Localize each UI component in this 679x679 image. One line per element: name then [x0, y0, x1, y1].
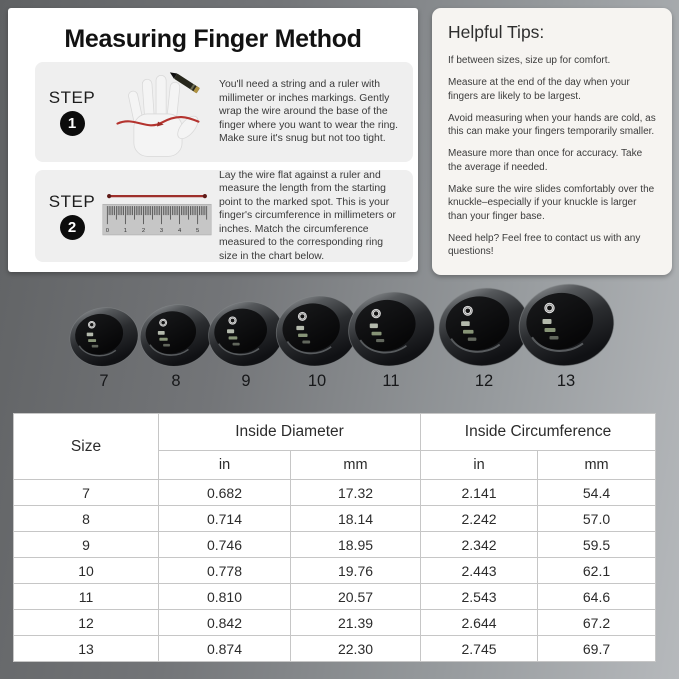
- table-cell-diameter_mm: 21.39: [291, 610, 421, 636]
- ring-image: [68, 306, 140, 368]
- table-cell-diameter_mm: 17.32: [291, 480, 421, 506]
- tip-item: Make sure the wire slides comfortably over the knuckle–especially if your knuckle is larger than your finger base.: [448, 184, 655, 222]
- table-cell-circumference_in: 2.443: [421, 558, 538, 584]
- svg-text:3: 3: [159, 227, 164, 234]
- table-cell-size: 11: [14, 584, 159, 610]
- column-header-inside-diameter: Inside Diameter: [159, 414, 421, 451]
- svg-text:2: 2: [141, 227, 146, 234]
- table-cell-circumference_in: 2.644: [421, 610, 538, 636]
- step-number-badge: 2: [60, 215, 85, 240]
- table-row: [14, 480, 656, 506]
- tip-item: Avoid measuring when your hands are cold, as this can make your fingers temporarily smaller.: [448, 112, 656, 138]
- method-card: [8, 8, 418, 272]
- ring-item: [138, 303, 214, 373]
- tips-card: [432, 8, 672, 275]
- step-2-header: [43, 192, 101, 240]
- ring-item: [68, 306, 140, 373]
- table-cell-circumference_mm: 59.5: [538, 532, 656, 558]
- hand-icon: [104, 63, 210, 161]
- svg-text:5: 5: [196, 227, 200, 234]
- tip-item: Measure at the end of the day when your fingers are likely to be largest.: [448, 77, 630, 102]
- ring-item: [346, 290, 437, 373]
- table-cell-size: 7: [14, 480, 159, 506]
- step-label: STEP: [48, 88, 96, 107]
- table-row: [14, 558, 656, 584]
- hand-measuring-illustration: [101, 63, 213, 161]
- tip-item: Measure more than once for accuracy. Take the average if needed.: [448, 148, 643, 173]
- table-cell-diameter_in: 0.746: [159, 532, 291, 558]
- ring-size-label: 8: [171, 372, 181, 390]
- column-header-size: Size: [14, 414, 159, 480]
- table-cell-diameter_mm: 18.14: [291, 506, 421, 532]
- table-cell-circumference_in: 2.141: [421, 480, 538, 506]
- table-cell-size: 10: [14, 558, 159, 584]
- step-description: You'll need a string and a ruler with millimeter or inches markings. Gently wrap the wire around the base of the finger where you want to wear the ring. Make sure it's snug but not too tight.: [219, 79, 399, 145]
- ring-image: [516, 282, 617, 368]
- table-cell-diameter_in: 0.810: [159, 584, 291, 610]
- unit-header-mm: mm: [291, 451, 421, 480]
- table-cell-diameter_in: 0.874: [159, 636, 291, 662]
- tip-item: Need help? Feel free to contact us with any questions!: [448, 232, 641, 258]
- step-label: STEP: [48, 192, 96, 211]
- table-cell-circumference_mm: 62.1: [538, 558, 656, 584]
- table-cell-diameter_in: 0.778: [159, 558, 291, 584]
- step-2-card: [35, 170, 413, 262]
- step-description: Lay the wire flat against a ruler and measure the length from the starting point to the marked spot. This is your finger's circumference in millimeters or inches. Match the circumference measured to the corresponding ring size in the chart below.: [219, 169, 396, 262]
- tip-item: If between sizes, size up for comfort.: [448, 55, 611, 66]
- column-header-inside-circumference: Inside Circumference: [421, 414, 656, 451]
- step-1-card: [35, 62, 413, 162]
- page-title: Measuring Finger Method: [64, 25, 362, 53]
- unit-header-in: in: [421, 451, 538, 480]
- ring-image: [346, 290, 437, 368]
- table-cell-size: 12: [14, 610, 159, 636]
- table-cell-circumference_in: 2.543: [421, 584, 538, 610]
- table-cell-diameter_mm: 22.30: [291, 636, 421, 662]
- table-cell-size: 13: [14, 636, 159, 662]
- table-cell-diameter_mm: 18.95: [291, 532, 421, 558]
- step-1-header: [43, 88, 101, 136]
- table-cell-circumference_in: 2.342: [421, 532, 538, 558]
- table-row: [14, 584, 656, 610]
- tips-list: [448, 54, 656, 259]
- table-cell-circumference_mm: 54.4: [538, 480, 656, 506]
- ring-size-label: 12: [474, 372, 494, 390]
- ring-size-label: 9: [241, 372, 251, 390]
- ring-size-label: 10: [307, 372, 327, 390]
- table-cell-circumference_in: 2.242: [421, 506, 538, 532]
- table-cell-circumference_in: 2.745: [421, 636, 538, 662]
- step-number-badge: 1: [60, 111, 85, 136]
- ring-size-label: 7: [99, 372, 109, 390]
- table-cell-circumference_mm: 64.6: [538, 584, 656, 610]
- table-cell-diameter_in: 0.682: [159, 480, 291, 506]
- table-row: [14, 636, 656, 662]
- ring-size-label: 11: [382, 372, 400, 390]
- svg-text:1: 1: [123, 227, 128, 234]
- unit-header-in: in: [159, 451, 291, 480]
- size-chart-table: [13, 413, 656, 662]
- size-chart-section: [13, 413, 656, 662]
- table-row: [14, 506, 656, 532]
- table-row: [14, 610, 656, 636]
- table-row: [14, 532, 656, 558]
- table-cell-diameter_mm: 20.57: [291, 584, 421, 610]
- ring-item: [516, 282, 617, 373]
- ruler-icon: [101, 189, 213, 243]
- table-cell-diameter_mm: 19.76: [291, 558, 421, 584]
- table-cell-diameter_in: 0.842: [159, 610, 291, 636]
- table-cell-circumference_mm: 67.2: [538, 610, 656, 636]
- table-cell-circumference_mm: 57.0: [538, 506, 656, 532]
- ruler-illustration: [101, 189, 213, 243]
- svg-text:0: 0: [105, 227, 109, 234]
- ring-image: [138, 303, 214, 368]
- svg-text:4: 4: [177, 227, 182, 234]
- unit-header-mm: mm: [538, 451, 656, 480]
- ring-size-label: 13: [556, 372, 576, 390]
- table-cell-circumference_mm: 69.7: [538, 636, 656, 662]
- table-cell-size: 9: [14, 532, 159, 558]
- table-cell-diameter_in: 0.714: [159, 506, 291, 532]
- tips-title: Helpful Tips:: [448, 22, 545, 42]
- table-cell-size: 8: [14, 506, 159, 532]
